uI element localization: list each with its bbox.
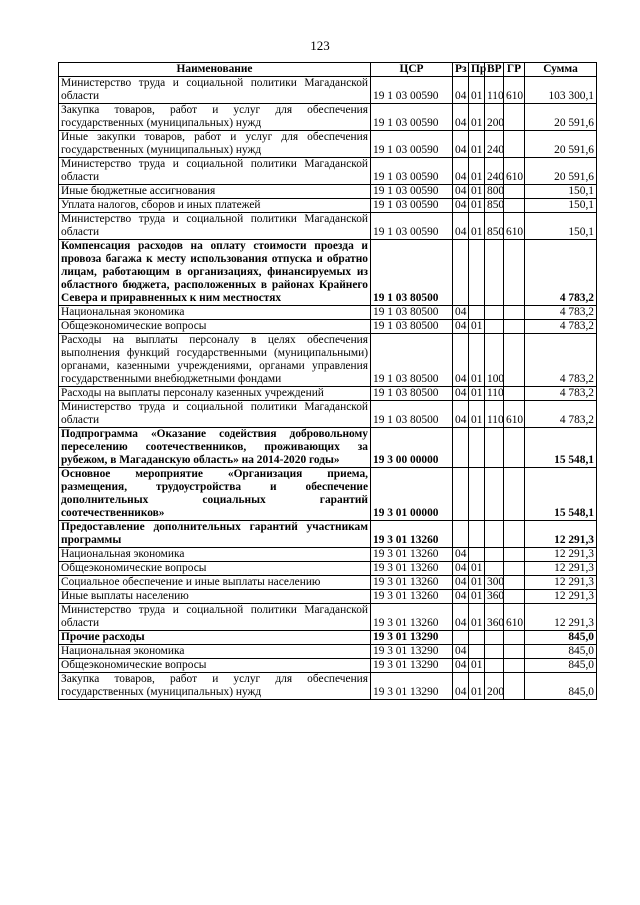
row-name: Национальная экономика [59, 306, 371, 320]
table-row [59, 576, 597, 590]
row-name: Общеэкономические вопросы [59, 659, 371, 673]
row-csr: 19 1 03 80500 [371, 334, 453, 387]
row-rz: 04 [453, 562, 469, 576]
row-sum: 150,1 [525, 185, 597, 199]
row-csr: 19 3 01 13260 [371, 562, 453, 576]
table-row [59, 213, 597, 240]
table-row [59, 320, 597, 334]
row-rz: 04 [453, 604, 469, 631]
row-vr: 200 [485, 104, 504, 131]
row-rz: 04 [453, 659, 469, 673]
row-pr: 01 [469, 320, 485, 334]
row-rz [453, 521, 469, 548]
row-csr: 19 3 01 13260 [371, 548, 453, 562]
row-vr: 360 [485, 604, 504, 631]
row-gr [504, 590, 525, 604]
row-gr [504, 240, 525, 306]
row-csr: 19 3 01 13290 [371, 673, 453, 700]
table-row [59, 401, 597, 428]
row-pr [469, 468, 485, 521]
table-row [59, 185, 597, 199]
row-csr: 19 3 01 13260 [371, 604, 453, 631]
row-pr: 01 [469, 562, 485, 576]
row-name: Подпрограмма «Оказание содействия добровольному переселению соотечественников, проживающих за рубежом, в Магаданскую область» на 2014-2020 годы» [59, 428, 371, 468]
row-csr: 19 1 03 00590 [371, 131, 453, 158]
header-sum: Сумма [525, 63, 597, 77]
table-row [59, 645, 597, 659]
row-vr: 240 [485, 131, 504, 158]
row-vr [485, 631, 504, 645]
row-csr: 19 3 01 13260 [371, 576, 453, 590]
row-name: Иные закупки товаров, работ и услуг для обеспечения государственных (муниципальных) нужд [59, 131, 371, 158]
row-csr: 19 1 03 80500 [371, 240, 453, 306]
row-vr: 800 [485, 185, 504, 199]
row-rz [453, 631, 469, 645]
row-gr [504, 334, 525, 387]
row-rz: 04 [453, 158, 469, 185]
row-sum: 845,0 [525, 673, 597, 700]
table-row [59, 334, 597, 387]
row-csr: 19 1 03 00590 [371, 104, 453, 131]
row-csr: 19 1 03 80500 [371, 401, 453, 428]
row-name: Министерство труда и социальной политики Магаданской области [59, 604, 371, 631]
budget-table [58, 62, 597, 700]
row-gr [504, 576, 525, 590]
row-pr: 01 [469, 104, 485, 131]
row-gr [504, 306, 525, 320]
row-pr: 01 [469, 387, 485, 401]
row-csr: 19 3 01 13260 [371, 590, 453, 604]
row-sum: 4 783,2 [525, 240, 597, 306]
row-name: Министерство труда и социальной политики Магаданской области [59, 158, 371, 185]
row-vr: 200 [485, 673, 504, 700]
row-name: Министерство труда и социальной политики Магаданской области [59, 401, 371, 428]
row-gr: 610 [504, 77, 525, 104]
row-gr [504, 521, 525, 548]
row-pr: 01 [469, 185, 485, 199]
table-row [59, 562, 597, 576]
row-csr: 19 1 03 00590 [371, 185, 453, 199]
row-gr: 610 [504, 213, 525, 240]
row-gr [504, 548, 525, 562]
header-rz: Рз [453, 63, 469, 77]
row-csr: 19 3 01 13260 [371, 521, 453, 548]
row-pr [469, 428, 485, 468]
header-name: Наименование [59, 63, 371, 77]
table-row [59, 306, 597, 320]
row-name: Закупка товаров, работ и услуг для обеспечения государственных (муниципальных) нужд [59, 104, 371, 131]
row-sum: 4 783,2 [525, 401, 597, 428]
row-rz: 04 [453, 185, 469, 199]
table-row [59, 548, 597, 562]
row-gr [504, 562, 525, 576]
row-gr [504, 659, 525, 673]
row-rz: 04 [453, 548, 469, 562]
table-row [59, 631, 597, 645]
row-pr: 01 [469, 401, 485, 428]
row-vr: 360 [485, 590, 504, 604]
row-rz: 04 [453, 104, 469, 131]
table-row [59, 590, 597, 604]
row-rz: 04 [453, 576, 469, 590]
table-row [59, 468, 597, 521]
row-vr: 850 [485, 213, 504, 240]
row-rz: 04 [453, 590, 469, 604]
table-row [59, 521, 597, 548]
row-sum: 150,1 [525, 213, 597, 240]
row-pr: 01 [469, 199, 485, 213]
row-name: Иные выплаты населению [59, 590, 371, 604]
row-gr [504, 673, 525, 700]
row-sum: 4 783,2 [525, 320, 597, 334]
row-pr: 01 [469, 158, 485, 185]
table-row [59, 158, 597, 185]
row-sum: 845,0 [525, 659, 597, 673]
row-name: Уплата налогов, сборов и иных платежей [59, 199, 371, 213]
row-pr: 01 [469, 131, 485, 158]
row-vr: 110 [485, 77, 504, 104]
row-csr: 19 1 03 00590 [371, 77, 453, 104]
row-sum: 12 291,3 [525, 590, 597, 604]
row-gr [504, 631, 525, 645]
row-name: Министерство труда и социальной политики Магаданской области [59, 213, 371, 240]
row-sum: 12 291,3 [525, 576, 597, 590]
row-sum: 150,1 [525, 199, 597, 213]
header-pr: Пр [469, 63, 485, 77]
row-name: Компенсация расходов на оплату стоимости проезда и провоза багажа к месту использования отпуска и обратно лицам, работающим в организациях, финансируемых из областного бюджета, расположенных в районах Крайнего Севера и приравненных к ним местностях [59, 240, 371, 306]
row-vr [485, 659, 504, 673]
table-row [59, 240, 597, 306]
row-vr: 110 [485, 387, 504, 401]
row-gr: 610 [504, 604, 525, 631]
row-sum: 20 591,6 [525, 158, 597, 185]
row-sum: 20 591,6 [525, 104, 597, 131]
row-csr: 19 1 03 00590 [371, 199, 453, 213]
header-vr: ВР [485, 63, 504, 77]
row-rz: 04 [453, 131, 469, 158]
row-gr [504, 387, 525, 401]
row-gr: 610 [504, 158, 525, 185]
header-csr: ЦСР [371, 63, 453, 77]
row-sum: 4 783,2 [525, 334, 597, 387]
row-vr: 100 [485, 334, 504, 387]
row-vr [485, 521, 504, 548]
table-header-row [59, 63, 597, 77]
row-vr: 300 [485, 576, 504, 590]
row-name: Основное мероприятие «Организация приема, размещения, трудоустройства и обеспечение дополнительных социальных гарантий соотечественников» [59, 468, 371, 521]
row-name: Расходы на выплаты персоналу в целях обеспечения выполнения функций государственными (муниципальными) органами, казенными учреждениями, органами управления государственными внебюджетными фондами [59, 334, 371, 387]
table-row [59, 604, 597, 631]
row-pr [469, 548, 485, 562]
table-row [59, 659, 597, 673]
row-csr: 19 1 03 80500 [371, 306, 453, 320]
row-csr: 19 3 00 00000 [371, 428, 453, 468]
row-pr [469, 645, 485, 659]
row-pr: 01 [469, 659, 485, 673]
row-gr [504, 320, 525, 334]
row-name: Национальная экономика [59, 645, 371, 659]
row-rz [453, 468, 469, 521]
row-csr: 19 3 01 13290 [371, 631, 453, 645]
row-gr [504, 185, 525, 199]
row-rz: 04 [453, 213, 469, 240]
row-vr [485, 428, 504, 468]
row-vr: 110 [485, 401, 504, 428]
row-csr: 19 1 03 80500 [371, 387, 453, 401]
row-vr: 850 [485, 199, 504, 213]
row-gr [504, 104, 525, 131]
row-name: Социальное обеспечение и иные выплаты населению [59, 576, 371, 590]
table-row [59, 428, 597, 468]
row-csr: 19 1 03 00590 [371, 158, 453, 185]
row-pr [469, 631, 485, 645]
row-csr: 19 1 03 00590 [371, 213, 453, 240]
row-vr [485, 306, 504, 320]
row-name: Общеэкономические вопросы [59, 320, 371, 334]
row-name: Закупка товаров, работ и услуг для обеспечения государственных (муниципальных) нужд [59, 673, 371, 700]
row-sum: 845,0 [525, 645, 597, 659]
row-vr: 240 [485, 158, 504, 185]
row-gr [504, 428, 525, 468]
row-rz [453, 428, 469, 468]
header-gr: ГР [504, 63, 525, 77]
row-rz: 04 [453, 306, 469, 320]
row-gr: 610 [504, 401, 525, 428]
row-pr [469, 240, 485, 306]
row-name: Национальная экономика [59, 548, 371, 562]
row-name: Министерство труда и социальной политики Магаданской области [59, 77, 371, 104]
row-gr [504, 468, 525, 521]
row-sum: 12 291,3 [525, 604, 597, 631]
row-gr [504, 199, 525, 213]
row-rz: 04 [453, 387, 469, 401]
row-sum: 15 548,1 [525, 428, 597, 468]
row-pr: 01 [469, 334, 485, 387]
table-row [59, 104, 597, 131]
row-name: Общеэкономические вопросы [59, 562, 371, 576]
row-sum: 103 300,1 [525, 77, 597, 104]
row-pr: 01 [469, 576, 485, 590]
row-sum: 12 291,3 [525, 562, 597, 576]
table-row [59, 77, 597, 104]
row-vr [485, 645, 504, 659]
row-name: Предоставление дополнительных гарантий участникам программы [59, 521, 371, 548]
row-csr: 19 3 01 13290 [371, 659, 453, 673]
row-pr [469, 306, 485, 320]
row-rz [453, 240, 469, 306]
table-row [59, 387, 597, 401]
row-rz: 04 [453, 334, 469, 387]
row-rz: 04 [453, 645, 469, 659]
row-rz: 04 [453, 199, 469, 213]
table-row [59, 131, 597, 158]
row-pr: 01 [469, 213, 485, 240]
row-sum: 4 783,2 [525, 306, 597, 320]
row-rz: 04 [453, 320, 469, 334]
page-number: 123 [310, 38, 330, 53]
row-csr: 19 1 03 80500 [371, 320, 453, 334]
row-vr [485, 468, 504, 521]
row-pr [469, 521, 485, 548]
row-vr [485, 548, 504, 562]
row-vr [485, 240, 504, 306]
row-sum: 12 291,3 [525, 521, 597, 548]
row-name: Иные бюджетные ассигнования [59, 185, 371, 199]
row-vr [485, 562, 504, 576]
table-row [59, 673, 597, 700]
row-pr: 01 [469, 673, 485, 700]
row-sum: 4 783,2 [525, 387, 597, 401]
row-csr: 19 3 01 13290 [371, 645, 453, 659]
row-pr: 01 [469, 590, 485, 604]
row-gr [504, 645, 525, 659]
row-sum: 15 548,1 [525, 468, 597, 521]
row-csr: 19 3 01 00000 [371, 468, 453, 521]
row-rz: 04 [453, 673, 469, 700]
row-pr: 01 [469, 604, 485, 631]
row-rz: 04 [453, 401, 469, 428]
table-body [59, 77, 597, 700]
row-vr [485, 320, 504, 334]
row-sum: 12 291,3 [525, 548, 597, 562]
row-rz: 04 [453, 77, 469, 104]
row-gr [504, 131, 525, 158]
row-sum: 845,0 [525, 631, 597, 645]
row-name: Расходы на выплаты персоналу казенных учреждений [59, 387, 371, 401]
table-row [59, 199, 597, 213]
row-name: Прочие расходы [59, 631, 371, 645]
row-sum: 20 591,6 [525, 131, 597, 158]
row-pr: 01 [469, 77, 485, 104]
